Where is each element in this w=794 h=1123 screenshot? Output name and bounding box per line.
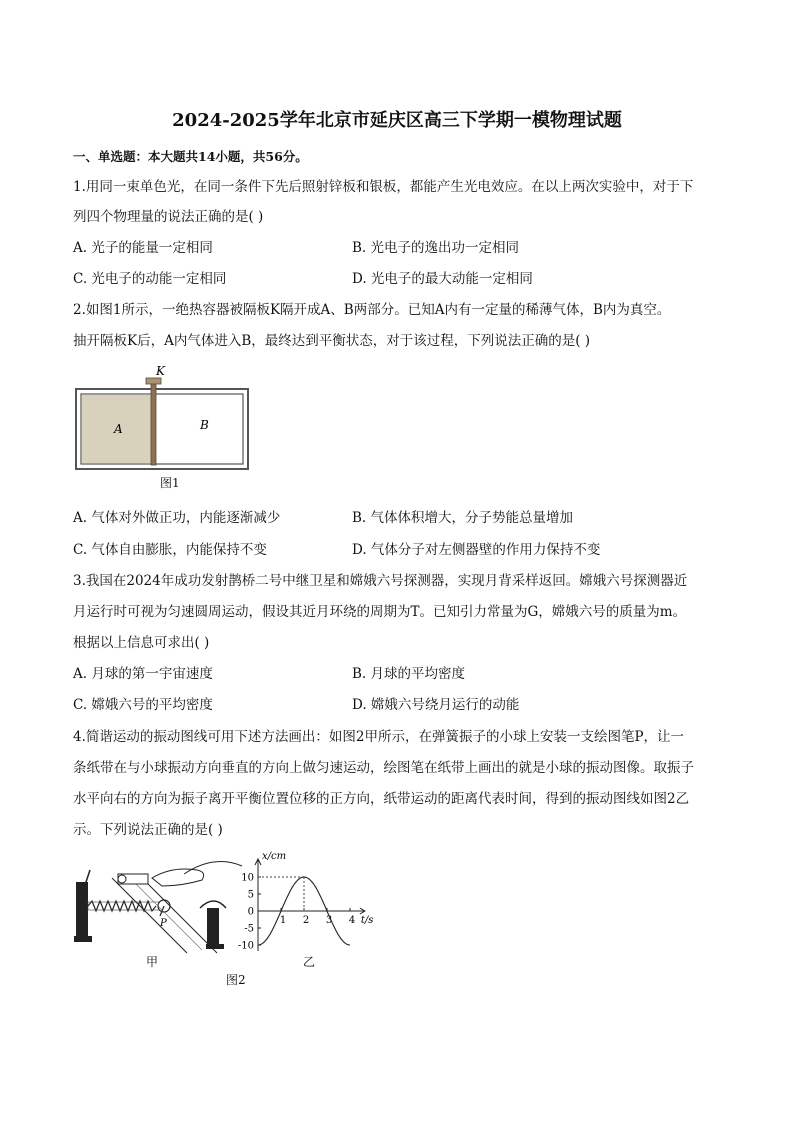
q4-stem-line4: 示。下列说法正确的是( )	[73, 822, 223, 838]
figure-2a-spring-oscillator	[72, 858, 232, 968]
partition-k[interactable]	[151, 383, 156, 465]
y-axis-label: x/cm	[262, 851, 287, 862]
q2-option-a[interactable]: A. 气体对外做正功，内能逐渐减少	[73, 510, 281, 526]
x-tick-label: 1	[279, 915, 287, 926]
y-tick-label: -10	[237, 940, 254, 952]
q1-option-b[interactable]: B. 光电子的逸出功一定相同	[352, 240, 520, 256]
q3-option-d[interactable]: D. 嫦娥六号绕月运行的动能	[352, 697, 520, 713]
figure-1-container-diagram	[70, 365, 260, 490]
y-tick-label: 5	[247, 889, 254, 901]
q4-stem-line1: 4.简谐运动的振动图线可用下述方法画出：如图2甲所示，在弹簧振子的小球上安装一支绘图笔P，让一	[73, 729, 685, 745]
hand-icon	[152, 869, 204, 886]
q1-option-a[interactable]: A. 光子的能量一定相同	[73, 240, 213, 256]
pen-label-p: P	[160, 918, 167, 929]
figure-2b-label: 乙	[303, 955, 316, 969]
q4-stem-line2: 条纸带在与小球振动方向垂直的方向上做匀速运动，绘图笔在纸带上画出的就是小球的振动图像。取振子	[73, 760, 694, 776]
label-a: A	[114, 422, 123, 436]
x-tick-label: 3	[325, 915, 333, 926]
x-tick-label: 2	[302, 915, 310, 926]
label-b: B	[200, 418, 209, 432]
q1-option-d[interactable]: D. 光电子的最大动能一定相同	[352, 271, 533, 287]
figure-1-caption: 图1	[160, 476, 180, 490]
q3-stem-line3: 根据以上信息可求出( )	[73, 635, 210, 651]
figure-2b-vibration-graph	[232, 848, 392, 958]
q2-stem-line1: 2.如图1所示，一绝热容器被隔板K隔开成A、B两部分。已知A内有一定量的稀薄气体，B内为真空。	[73, 302, 671, 318]
x-tick-label: 4	[348, 915, 356, 926]
q2-option-c[interactable]: C. 气体自由膨胀，内能保持不变	[73, 542, 267, 558]
y-tick-label: 0	[247, 906, 254, 918]
y-tick-label: 10	[241, 872, 254, 884]
q2-option-d[interactable]: D. 气体分子对左侧器壁的作用力保持不变	[352, 542, 601, 558]
q4-stem-line3: 水平向右的方向为振子离开平衡位置位移的正方向，纸带运动的距离代表时间，得到的振动图线如图2乙	[73, 791, 690, 807]
q3-stem-line1: 3.我国在2024年成功发射鹊桥二号中继卫星和嫦娥六号探测器，实现月背采样返回。嫦娥六号探测器近	[73, 573, 688, 589]
wall-clamp	[76, 882, 88, 942]
q3-option-a[interactable]: A. 月球的第一宇宙速度	[73, 666, 213, 682]
q1-stem-line1: 1.用同一束单色光，在同一条件下先后照射锌板和银板，都能产生光电效应。在以上两次实验中，对于下	[73, 179, 694, 195]
q3-option-c[interactable]: C. 嫦娥六号的平均密度	[73, 697, 213, 713]
partition-handle[interactable]	[146, 378, 161, 384]
section-heading: 一、单选题：本大题共14小题，共56分。	[73, 149, 308, 164]
y-tick-label: -5	[244, 923, 254, 935]
figure-2a-label: 甲	[146, 955, 159, 969]
q2-stem-line2: 抽开隔板K后，A内气体进入B，最终达到平衡状态，对于该过程，下列说法正确的是( )	[73, 333, 591, 349]
spring-icon	[88, 901, 156, 911]
label-k: K	[156, 364, 165, 378]
x-axis-label: t/s	[360, 915, 374, 926]
q1-option-c[interactable]: C. 光电子的动能一定相同	[73, 271, 227, 287]
page-title: 2024-2025学年北京市延庆区高三下学期一模物理试题	[172, 110, 622, 131]
q1-stem-line2: 列四个物理量的说法正确的是( )	[73, 209, 264, 225]
q2-option-b[interactable]: B. 气体体积增大，分子势能总量增加	[352, 510, 574, 526]
q3-stem-line2: 月运行时可视为匀速圆周运动，假设其近月环绕的周期为T。已知引力常量为G，嫦娥六号的质量为m。	[73, 604, 687, 620]
figure-2-caption: 图2	[226, 973, 246, 987]
q3-option-b[interactable]: B. 月球的平均密度	[352, 666, 466, 682]
